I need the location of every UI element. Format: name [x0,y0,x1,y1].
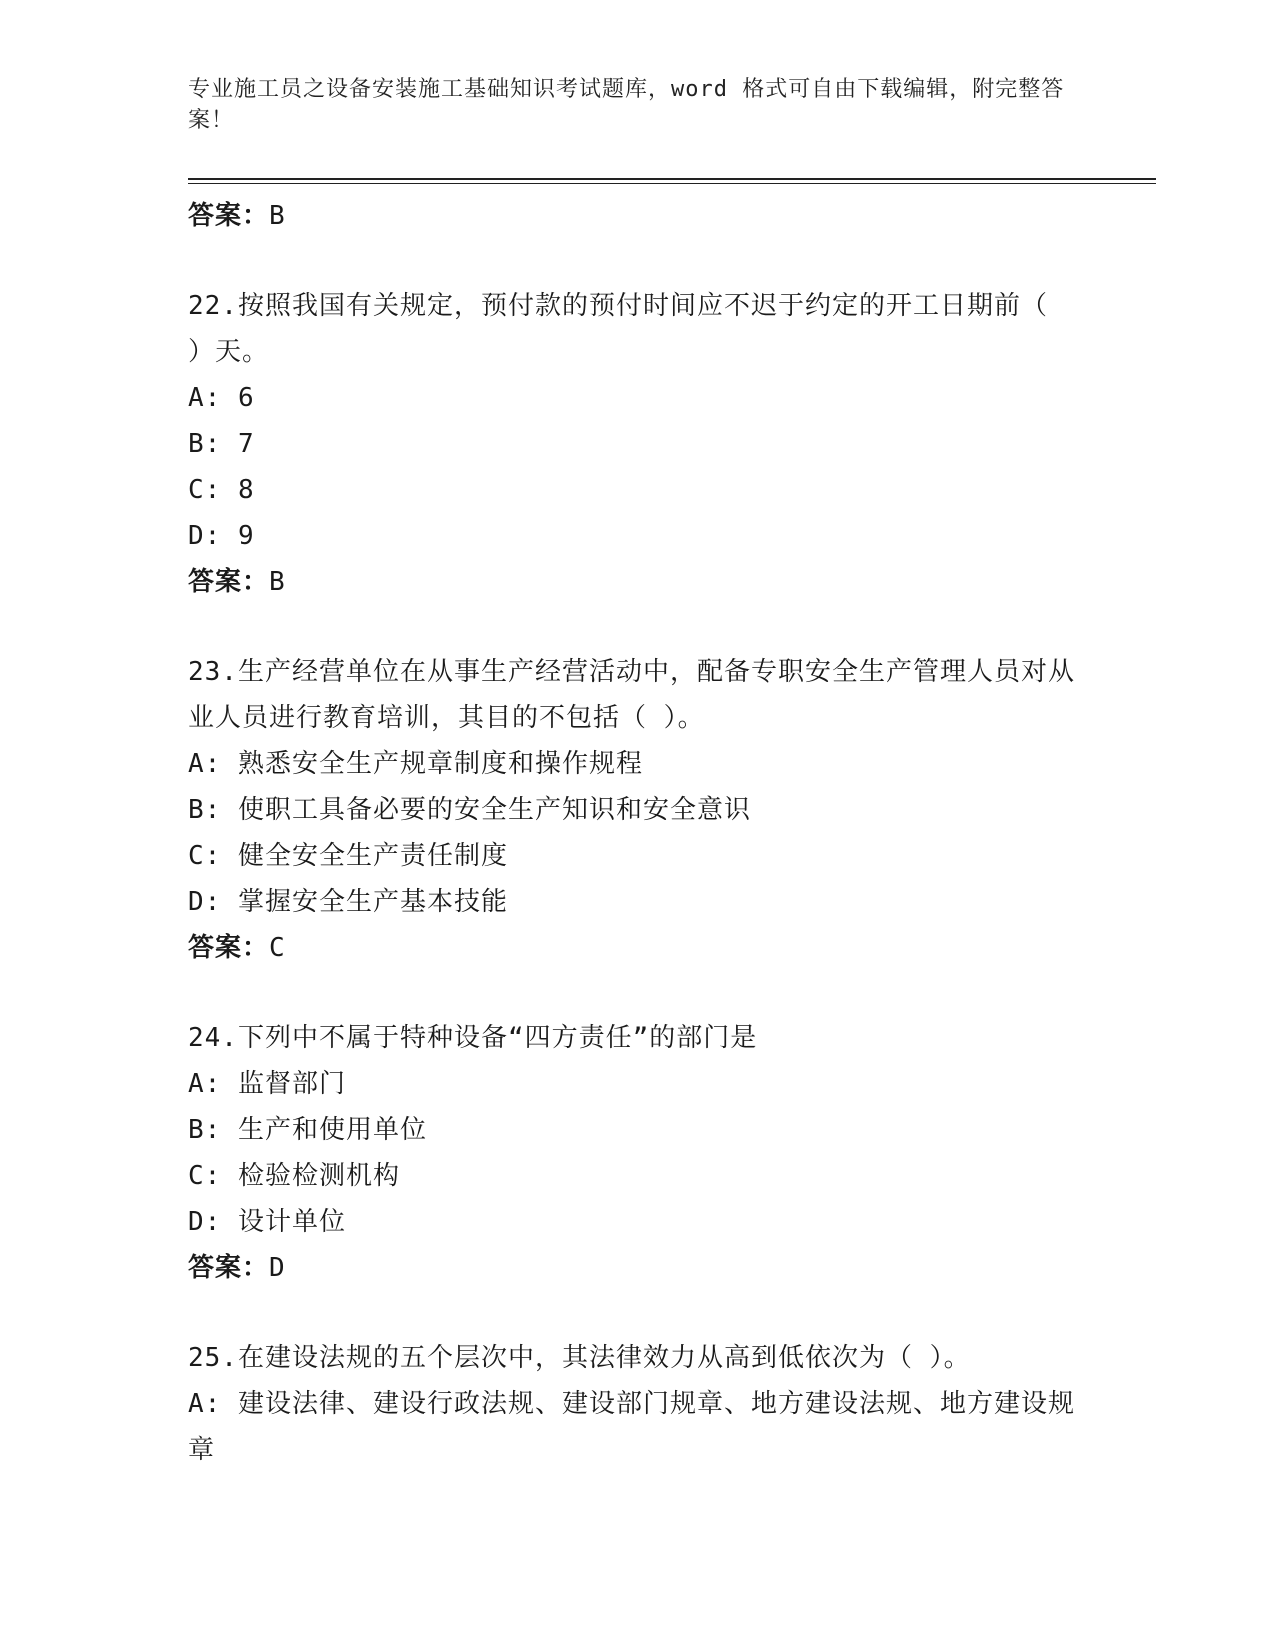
answer-value: D [269,1253,286,1283]
header-note: 专业施工员之设备安装施工基础知识考试题库，word 格式可自由下载编辑，附完整答案！ [188,77,1065,133]
question-list [188,186,1088,1473]
answer-line [188,925,1088,971]
option-d: D: 掌握安全生产基本技能 [188,887,508,917]
option-d: D: 9 [188,521,255,551]
answer-value: C [269,933,286,963]
option-b: B: 使职工具备必要的安全生产知识和安全意识 [188,795,751,825]
answer-label: 答案： [188,567,270,597]
option-a: A: 熟悉安全生产规章制度和操作规程 [188,749,643,779]
option-a: A: 建设法律、建设行政法规、建设部门规章、地方建设法规、地方建设规章 [188,1389,1075,1465]
answer-line [188,1245,1088,1291]
option-a: A: 监督部门 [188,1069,346,1099]
answer-label: 答案： [188,1253,270,1283]
header-divider-thick [188,178,1156,180]
question-stem: 22.按照我国有关规定，预付款的预付时间应不迟于约定的开工日期前（ ）天。 [188,291,1048,367]
question-stem: 23.生产经营单位在从事生产经营活动中，配备专职安全生产管理人员对从业人员进行教育培训，其目的不包括（ ）。 [188,657,1075,733]
answer-line [188,559,1088,605]
question-stem: 24.下列中不属于特种设备“四方责任”的部门是 [188,1023,758,1053]
answer-label: 答案： [188,201,270,231]
question-block [188,1015,1088,1291]
option-a: A: 6 [188,383,255,413]
answer-line [188,193,1088,239]
answer-value: B [269,567,286,597]
option-b: B: 7 [188,429,255,459]
option-b: B: 生产和使用单位 [188,1115,427,1145]
question-stem: 25.在建设法规的五个层次中，其法律效力从高到低依次为（ ）。 [188,1343,971,1373]
answer-value: B [269,201,286,231]
header-divider-thin [188,183,1156,184]
answer-label: 答案： [188,933,270,963]
question-block [188,283,1088,605]
question-block [188,649,1088,971]
option-c: C: 健全安全生产责任制度 [188,841,508,871]
question-block [188,1335,1088,1473]
option-c: C: 检验检测机构 [188,1161,400,1191]
option-c: C: 8 [188,475,255,505]
option-d: D: 设计单位 [188,1207,346,1237]
